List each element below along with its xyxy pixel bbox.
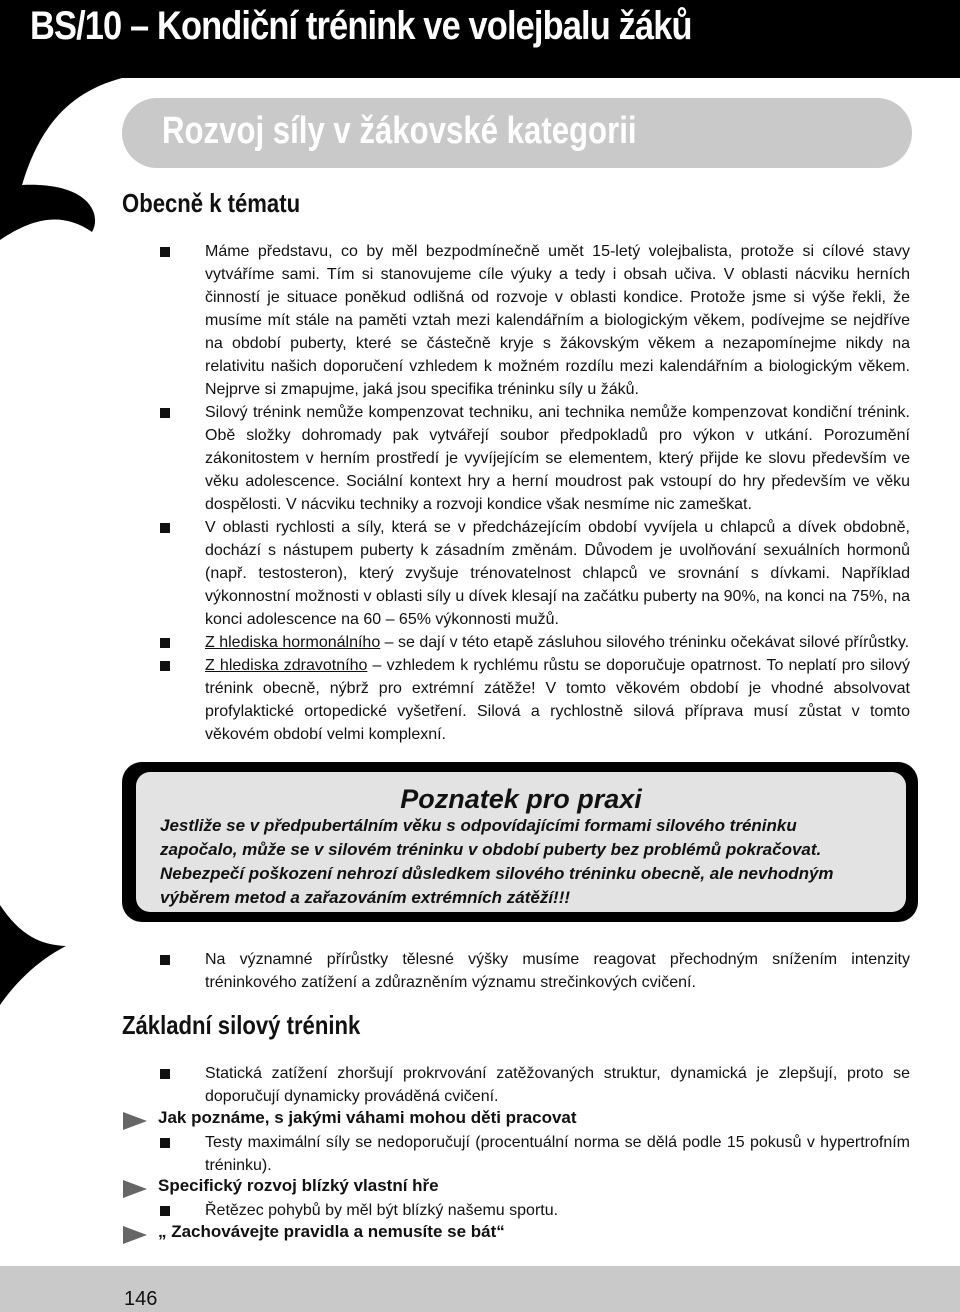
callout-panel — [136, 772, 906, 912]
section-title-banner — [122, 98, 912, 168]
subtopic-title: „ Zachovávejte pravidla a nemusíte se bát“ — [158, 1222, 505, 1241]
header-bar — [0, 0, 960, 78]
basic-bullet-list — [160, 1062, 910, 1108]
subtopic-title: Specifický rozvoj blízký vlastní hře — [158, 1176, 439, 1195]
decorative-swoosh — [0, 0, 130, 1312]
subtopic-bullet-list — [160, 1199, 910, 1222]
list-item: Statická zatížení zhoršují prokrvování zatěžovaných struktur, dynamická je zlepšují, proto se doporučují dynamicky prováděná cvičení. — [160, 1062, 910, 1108]
subtopic-row — [123, 1108, 913, 1130]
list-item: Máme představu, co by měl bezpodmínečně umět 15-letý volejbalista, protože si cílové stavy vytváříme sami. Tím si stanovujeme cíle výuky a tedy i obsah učiva. V oblasti nácviku herních činností je situace poněkud odlišná od rozvoje v oblasti kondice. Protože jsme si výše řekli, že musíme mít stále na paměti vztah mezi kalendářním a biologickým věkem, podívejme se nejdříve na období puberty, které se částečně kryje s žákovským věkem a nezapomínejme nikdy na relativitu našich doporučení vzhledem k možném rozdílu mezi kalendářním a biologickým věkem. Nejprve si zmapujme, jaká jsou specifika tréninku síly u žáků. — [160, 240, 910, 401]
subtopic-title: Jak poznáme, s jakými váhami mohou děti pracovat — [158, 1108, 577, 1127]
post-callout-list — [160, 948, 910, 994]
subtopic-row — [123, 1176, 913, 1198]
general-bullet-list — [160, 240, 910, 746]
triangle-bullet-icon — [123, 1112, 147, 1130]
subtopic-bullet-list — [160, 1131, 910, 1177]
callout-title: Poznatek pro praxi — [400, 784, 642, 814]
section-title: Rozvoj síly v žákovské kategorii — [162, 110, 637, 152]
list-item — [160, 631, 910, 654]
basic-heading: Základní silový trénink — [122, 1010, 361, 1040]
page-number: 146 — [124, 1288, 158, 1310]
triangle-bullet-icon — [123, 1226, 147, 1244]
subtopic-row — [123, 1222, 913, 1244]
hormonal-label: Z hlediska hormonálního — [205, 634, 381, 651]
hormonal-text: – se dají v této etapě zásluhou silového tréninku očekávat silové přírůstky. — [380, 634, 910, 651]
practice-callout — [122, 762, 918, 922]
list-item: Na významné přírůstky tělesné výšky musíme reagovat přechodným snížením intenzity tréninkového zatížení a zdůrazněním významu strečinkových cvičení. — [160, 948, 910, 994]
triangle-bullet-icon — [123, 1180, 147, 1198]
list-item: V oblasti rychlosti a síly, která se v předcházejícím období vyvíjela u chlapců a dívek obdobně, dochází s nástupem puberty k zásadním změnám. Důvodem je uvolňování sexuálních hormonů (např. testosteron), který zvyšuje trénovatelnost chlapců ve srovnání s dívkami. Například výkonnostní možnosti v oblasti síly u dívek klesají na začátku puberty na 90%, na konci na 75%, na konci adolescence na 60 – 65% výkonnosti mužů. — [160, 516, 910, 631]
callout-text: Jestliže se v předpubertálním věku s odpovídajícími formami silového tréninku započalo, může se v silovém tréninku v období puberty bez problémů pokračovat. Nebezpečí poškození nehrozí důsledkem silového tréninku obecně, ale nevhodným výběrem metod a zařazováním extrémních zátěží!!! — [160, 816, 834, 907]
list-item — [160, 654, 910, 746]
list-item: Testy maximální síly se nedoporučují (procentuální norma se dělá podle 15 pokusů v hypertrofním tréninku). — [160, 1131, 910, 1177]
health-label: Z hlediska zdravotního — [205, 657, 368, 674]
health-text: – vzhledem k rychlému růstu se doporučuje opatrnost. To neplatí pro silový trénink obecně, nýbrž pro extrémní zátěže! V tomto věkovém období je vhodné absolvovat profylaktické ortopedické vyšetření. Silová a rychlostně silová příprava musí zůstat v tomto věkovém období velmi komplexní. — [205, 657, 911, 743]
general-heading: Obecně k tématu — [122, 188, 301, 218]
page-header-title: BS/10 – Kondiční trénink ve volejbalu žáků — [30, 4, 692, 48]
list-item: Silový trénink nemůže kompenzovat techniku, ani technika nemůže kompenzovat kondiční trénink. Obě složky dohromady pak vytvářejí soubor předpokladů pro výkon v utkání. Porozumění zákonitostem v herním prostředí je vyvíjejícím se elementem, který přijde ke slovu především ve věku adolescence. Sociální kontext hry a herní moudrost pak vstoupí do hry především ve věku dospělosti. V nácviku techniky a rozvoji kondice však nesmíme nic zameškat. — [160, 401, 910, 516]
list-item: Řetězec pohybů by měl být blízký našemu sportu. — [160, 1199, 910, 1222]
